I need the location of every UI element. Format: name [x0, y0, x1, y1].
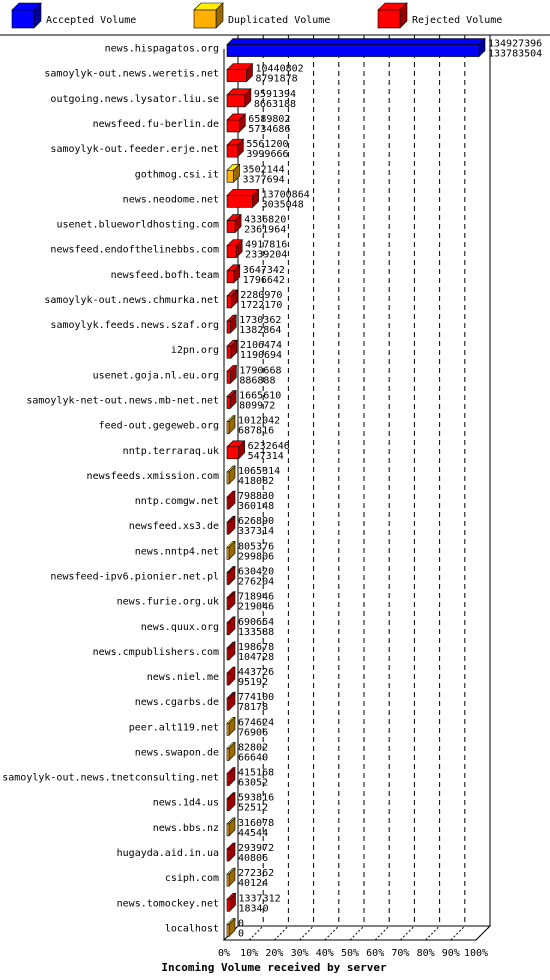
accepted-value-label: 276204 — [238, 576, 275, 588]
bar — [227, 592, 235, 610]
server-label: newsfeed.fu-berlin.de — [92, 118, 219, 130]
server-label: samoylyk.feeds.news.szaf.org — [50, 320, 219, 332]
server-label: newsfeed-ipv6.pionier.net.pl — [50, 571, 219, 583]
total-value-label: 10440802 — [255, 63, 304, 75]
server-label: news.niel.me — [146, 672, 219, 684]
orange-cube-icon — [194, 3, 223, 28]
total-value-label: 626890 — [238, 516, 275, 528]
accepted-value-label: 95192 — [238, 677, 269, 689]
accepted-value-label: 547314 — [247, 450, 284, 462]
bar — [227, 642, 235, 660]
total-value-label: 674624 — [238, 717, 275, 729]
server-label: peer.alt119.net — [128, 722, 219, 734]
bar — [227, 340, 237, 358]
accepted-value-label: 886888 — [239, 375, 276, 387]
accepted-value-label: 3377694 — [242, 174, 285, 186]
accepted-value-label: 299806 — [238, 551, 275, 563]
total-value-label: 3502144 — [242, 164, 285, 176]
accepted-value-label: 5734686 — [248, 123, 291, 135]
accepted-value-label: 687816 — [238, 425, 275, 437]
server-label: gothmog.csi.it — [134, 169, 219, 181]
bar — [227, 768, 235, 786]
total-value-label: 718946 — [238, 591, 275, 603]
total-value-label: 630420 — [238, 566, 275, 578]
total-value-label: 774100 — [238, 692, 275, 704]
bar — [227, 89, 251, 107]
accepted-value-label: 66640 — [238, 752, 269, 764]
server-label: hugayda.aid.in.ua — [116, 848, 219, 860]
bar — [227, 516, 235, 534]
total-value-label: 134927396 — [488, 38, 543, 50]
bar — [227, 742, 235, 760]
accepted-value-label: 2339204 — [245, 249, 288, 261]
bar — [227, 391, 236, 409]
total-value-label: 13700864 — [261, 189, 310, 201]
x-tick-label: 30% — [290, 948, 309, 959]
accepted-value-label: 360148 — [238, 501, 275, 513]
bar — [227, 818, 235, 836]
accepted-value-label: 3999666 — [246, 149, 289, 161]
accepted-value-label: 8663188 — [253, 98, 297, 110]
bar — [227, 667, 235, 685]
bar — [227, 64, 252, 82]
accepted-value-label: 52512 — [238, 802, 269, 814]
total-value-label: 316078 — [238, 817, 275, 829]
bar — [227, 692, 235, 710]
x-tick-label: 50% — [340, 948, 360, 959]
total-value-label: 4336820 — [244, 214, 287, 226]
total-value-label: 4917816 — [245, 239, 288, 251]
x-tick-label: 90% — [441, 948, 460, 959]
server-label: news.1d4.us — [152, 797, 219, 809]
x-tick-label: 80% — [416, 948, 435, 959]
accepted-value-label: 133783504 — [488, 48, 543, 60]
accepted-value-label: 809972 — [239, 400, 276, 412]
bar — [227, 868, 235, 886]
bar — [227, 315, 236, 333]
server-label: newsfeed.endofthelinebbs.com — [50, 244, 219, 256]
total-value-label: 5561200 — [246, 139, 289, 151]
accepted-value-label: 3035048 — [261, 199, 304, 211]
x-tick-label: 20% — [265, 948, 284, 959]
total-value-label: 1730362 — [239, 315, 282, 327]
total-value-label: 2106474 — [239, 340, 283, 352]
accepted-value-label: 1796642 — [242, 274, 285, 286]
bar — [227, 491, 235, 509]
legend — [12, 3, 502, 28]
server-label: usenet.goja.nl.eu.org — [92, 370, 219, 382]
accepted-value-label: 1722170 — [240, 299, 283, 311]
accepted-value-label: 1382864 — [239, 325, 282, 337]
server-label: feed-out.gegeweb.org — [98, 420, 219, 432]
accepted-value-label: 78178 — [238, 702, 269, 714]
server-label: news.furie.org.uk — [116, 596, 219, 608]
accepted-value-label: 337314 — [238, 526, 275, 538]
bar — [227, 617, 235, 635]
red-cube-icon — [378, 3, 407, 28]
total-value-label: 9591394 — [253, 88, 297, 100]
bar — [227, 365, 236, 383]
x-tick-label: 0% — [217, 948, 231, 959]
total-value-label: 1337312 — [238, 893, 281, 905]
total-value-label: 805376 — [238, 541, 275, 553]
server-label: nntp.comgw.net — [134, 496, 219, 508]
server-label: news.swapon.de — [134, 747, 219, 759]
total-value-label: 1012042 — [238, 415, 281, 427]
x-tick-label: 60% — [366, 948, 385, 959]
x-axis-title: Incoming Volume received by server — [161, 961, 387, 974]
bar — [227, 39, 485, 57]
total-value-label: 0 — [238, 918, 245, 930]
server-label: usenet.blueworldhosting.com — [56, 219, 219, 231]
server-label: news.cgarbs.de — [134, 697, 219, 709]
legend-label: Rejected Volume — [412, 15, 503, 26]
total-value-label: 82802 — [238, 742, 269, 754]
bar — [227, 466, 235, 484]
server-label: news.cmpublishers.com — [92, 646, 219, 658]
accepted-value-label: 0 — [238, 928, 245, 940]
server-label: nntp.terraraq.uk — [122, 445, 219, 457]
total-value-label: 415168 — [238, 767, 275, 779]
x-tick-label: 10% — [240, 948, 259, 959]
bar — [227, 189, 259, 207]
server-label: outgoing.news.lysator.liu.se — [50, 93, 219, 105]
server-label: newsfeeds.xmission.com — [86, 470, 219, 482]
server-label: newsfeed.xs3.de — [128, 521, 219, 533]
accepted-value-label: 44544 — [238, 827, 269, 839]
server-label: samoylyk-out.news.chmurka.net — [44, 294, 219, 306]
total-value-label: 798830 — [238, 491, 275, 503]
bar — [227, 416, 235, 434]
server-labels — [2, 44, 219, 935]
bar — [227, 893, 235, 911]
server-label: news.quux.org — [140, 621, 219, 633]
x-tick-label: 70% — [391, 948, 410, 959]
accepted-value-label: 40806 — [238, 853, 269, 865]
bar — [227, 290, 237, 308]
server-label: news.tomockey.net — [116, 898, 219, 910]
total-value-label: 1665610 — [239, 390, 282, 402]
total-value-label: 6232646 — [247, 440, 290, 452]
server-label: news.neodome.net — [122, 194, 219, 206]
server-label: newsfeed.bofh.team — [110, 269, 219, 281]
total-value-label: 272362 — [238, 868, 275, 880]
total-value-label: 1790668 — [239, 365, 282, 377]
accepted-value-label: 219046 — [238, 601, 275, 613]
legend-label: Duplicated Volume — [228, 15, 331, 26]
total-value-label: 443726 — [238, 667, 275, 679]
blue-cube-icon — [12, 3, 41, 28]
bar — [227, 541, 235, 559]
server-label: i2pn.org — [170, 345, 219, 357]
total-value-label: 690654 — [238, 616, 275, 628]
server-label: news.nntp4.net — [134, 546, 219, 558]
accepted-value-label: 104728 — [238, 651, 275, 663]
server-label: samoylyk-out.news.weretis.net — [44, 68, 219, 80]
server-label: samoylyk-out.feeder.erje.net — [50, 144, 219, 156]
accepted-value-label: 133588 — [238, 626, 275, 638]
total-value-label: 6589802 — [248, 113, 291, 125]
accepted-value-label: 40124 — [238, 878, 269, 890]
server-label: csiph.com — [164, 873, 219, 885]
x-tick-label: 40% — [315, 948, 334, 959]
bar — [227, 566, 235, 584]
server-label: news.bbs.nz — [152, 822, 219, 834]
server-label: samoylyk-out.news.tnetconsulting.net — [2, 772, 219, 784]
x-axis-ticks — [218, 948, 488, 959]
server-label: samoylyk-net-out.news.mb-net.net — [26, 395, 219, 407]
x-tick-label: 100% — [463, 948, 489, 959]
accepted-value-label: 1190694 — [239, 350, 283, 362]
total-value-label: 3647342 — [242, 264, 285, 276]
accepted-value-label: 8791878 — [255, 73, 298, 85]
bar — [227, 717, 235, 735]
bar — [227, 793, 235, 811]
bar — [227, 843, 235, 861]
accepted-value-label: 63052 — [238, 777, 269, 789]
total-value-label: 198678 — [238, 641, 275, 653]
total-value-label: 2280970 — [240, 289, 283, 301]
accepted-value-label: 418082 — [238, 475, 275, 487]
accepted-value-label: 2361964 — [244, 224, 287, 236]
accepted-value-label: 18340 — [238, 903, 269, 915]
total-value-label: 1065314 — [238, 465, 281, 477]
total-value-label: 593816 — [238, 792, 275, 804]
total-value-label: 293972 — [238, 843, 275, 855]
server-label: news.hispagatos.org — [104, 43, 219, 55]
accepted-value-label: 76906 — [238, 727, 269, 739]
legend-label: Accepted Volume — [46, 15, 137, 26]
server-label: localhost — [164, 923, 219, 935]
